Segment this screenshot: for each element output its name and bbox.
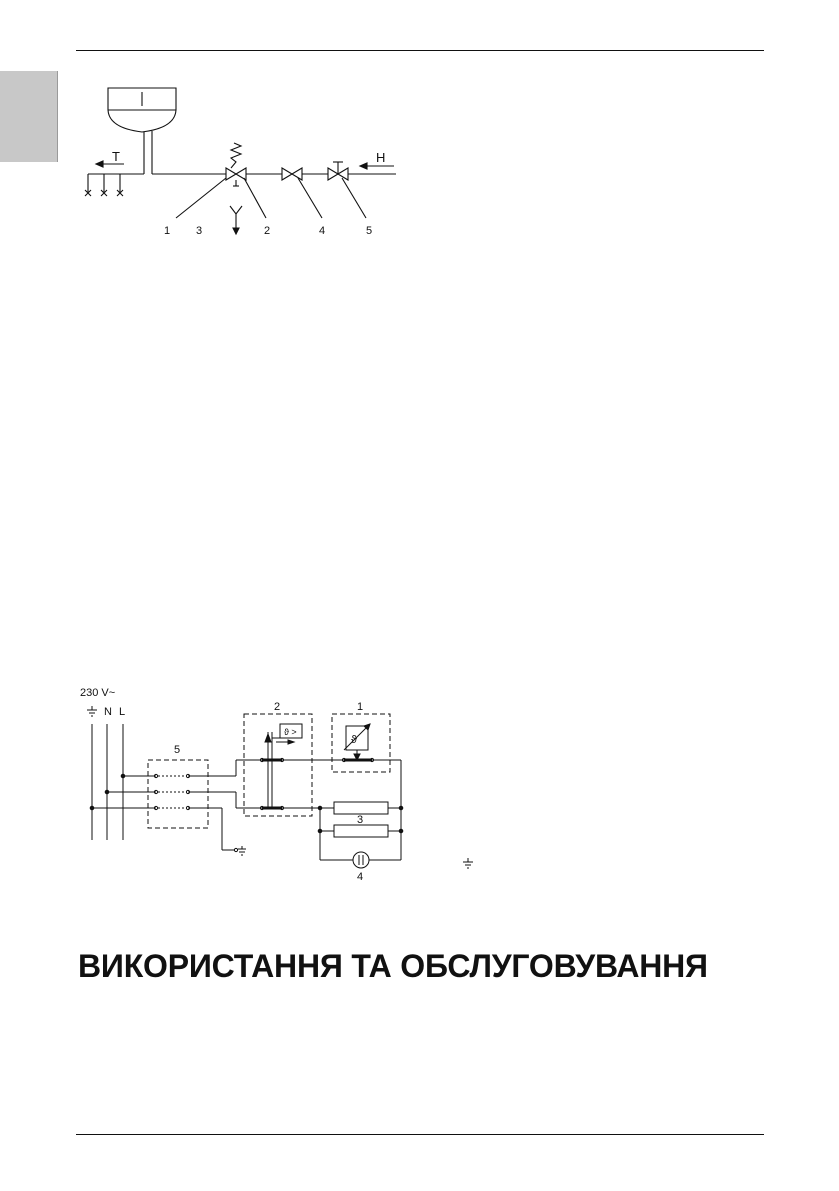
- stop-valve-icon: [328, 162, 348, 180]
- callout-3: 3: [196, 225, 203, 237]
- bottom-rule: [76, 1134, 764, 1135]
- safety-valve-icon: [226, 143, 246, 186]
- svg-text:ϑ: ϑ: [351, 734, 358, 746]
- indicator-lamp-icon: [320, 852, 401, 868]
- earth-icon: [87, 706, 97, 716]
- block-earth-lead: [188, 808, 246, 855]
- side-tab: [0, 71, 58, 162]
- section-heading: ВИКОРИСТАННЯ ТА ОБСЛУГОВУВАННЯ: [78, 948, 708, 984]
- callout-block-5: 5: [174, 744, 181, 756]
- callout-1: 1: [164, 225, 171, 237]
- safety-thermostat-block: [244, 714, 312, 816]
- supply-voltage-label: 230 V~: [80, 687, 116, 699]
- supply-rails: [92, 724, 123, 840]
- callout-lamp-4: 4: [357, 871, 364, 883]
- hot-water-outlet: [85, 161, 144, 196]
- callout-thermostat-1: 1: [357, 701, 364, 713]
- callout-2: 2: [264, 225, 271, 237]
- hot-water-label: T: [112, 149, 120, 164]
- thermostat-block: [332, 714, 390, 772]
- drain-funnel-icon: [230, 206, 242, 234]
- callout-5: 5: [366, 225, 373, 237]
- callout-heater-3: 3: [357, 814, 364, 826]
- terminal-l-label: L: [119, 706, 126, 718]
- callout-4: 4: [319, 225, 326, 237]
- earth-icon: [460, 856, 476, 872]
- callout-leaders: [176, 178, 366, 218]
- callout-thermostat-2: 2: [274, 701, 281, 713]
- terminal-n-label: N: [104, 706, 112, 718]
- check-valve-icon: [282, 168, 302, 180]
- svg-text:ϑ >: ϑ >: [284, 727, 297, 737]
- hydraulic-connection-diagram: [76, 82, 406, 242]
- top-rule: [76, 50, 764, 51]
- feed-lines: [188, 760, 262, 808]
- cold-water-label: H: [376, 150, 386, 165]
- interconnect-lines: [282, 760, 403, 860]
- switch-block: [148, 760, 208, 828]
- wiring-diagram: [76, 684, 416, 883]
